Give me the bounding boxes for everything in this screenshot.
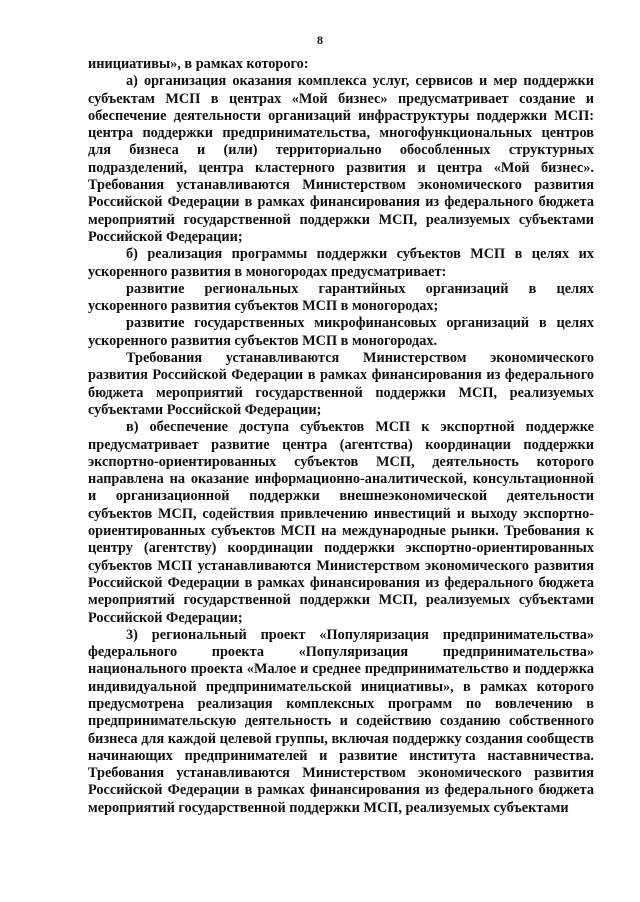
page-number: 8 <box>317 33 323 47</box>
paragraph-guarantee-orgs: развитие региональных гарантийных организаций в целях ускоренного развития субъектов МСП в моногородах; <box>88 280 594 315</box>
paragraph-requirements: Требования устанавливаются Министерством экономического развития Российской Федерации в рамках финансирования из федерального бюджета мероприятий государственной поддержки МСП, реализуемых субъектами Российской Федерации; <box>88 350 594 418</box>
paragraph-item-3: 3) региональный проект «Популяризация предпринимательства» федерального проекта «Популяризация предпринимательства» национального проекта «Малое и среднее предпринимательство и поддержка индивидуальной предпринимательской инициативы», в рамках которого предусмотрена реализация комплексных программ по вовлечению в предпринимательскую деятельность и содействию созданию собственного бизнеса для каждой целевой группы, включая поддержку создания сообществ начинающих предпринимателей и развитие института наставничества. Требования устанавливаются Министерством экономического развития Российской Федерации в рамках финансирования из федерального бюджета мероприятий государственной поддержки МСП, реализуемых субъектами <box>88 626 594 816</box>
paragraph-microfinance-orgs: развитие государственных микрофинансовых организаций в целях ускоренного развития субъектов МСП в моногородах. <box>88 315 594 349</box>
paragraph-item-b: б) реализация программы поддержки субъектов МСП в целях их ускоренного развития в моногородах предусматривает: <box>88 246 594 280</box>
paragraph-item-v: в) обеспечение доступа субъектов МСП к экспортной поддержке предусматривает развитие центра (агентства) координации поддержки экспортно-ориентированных субъектов МСП, деятельность которого направлена на оказание информационно-аналитической, консультационной и организационной поддержки внешнеэкономической деятельности субъектов МСП, содействия привлечению инвестиций и выходу экспортно-ориентированных субъектов МСП на международные рынки. Требования к центру (агентству) координации поддержки экспортно-ориентированных субъектов МСП устанавливаются Министерством экономического развития Российской Федерации в рамках финансирования из федерального бюджета мероприятий государственной поддержки МСП, реализуемых субъектами Российской Федерации; <box>88 419 594 626</box>
paragraph-continuation: инициативы», в рамках которого: <box>88 56 309 72</box>
document-body <box>88 56 594 817</box>
paragraph-item-a: а) организация оказания комплекса услуг, сервисов и мер поддержки субъектам МСП в центрах «Мой бизнес» предусматривает создание и обеспечение деятельности организаций инфраструктуры поддержки МСП: центра поддержки предпринимательства, многофункциональных центров для бизнеса и (или) территориально обособленных структурных подразделений, центра кластерного развития и центра «Мой бизнес». Требования устанавливаются Министерством экономического развития Российской Федерации в рамках финансирования из федерального бюджета мероприятий государственной поддержки МСП, реализуемых субъектами Российской Федерации; <box>88 73 594 245</box>
